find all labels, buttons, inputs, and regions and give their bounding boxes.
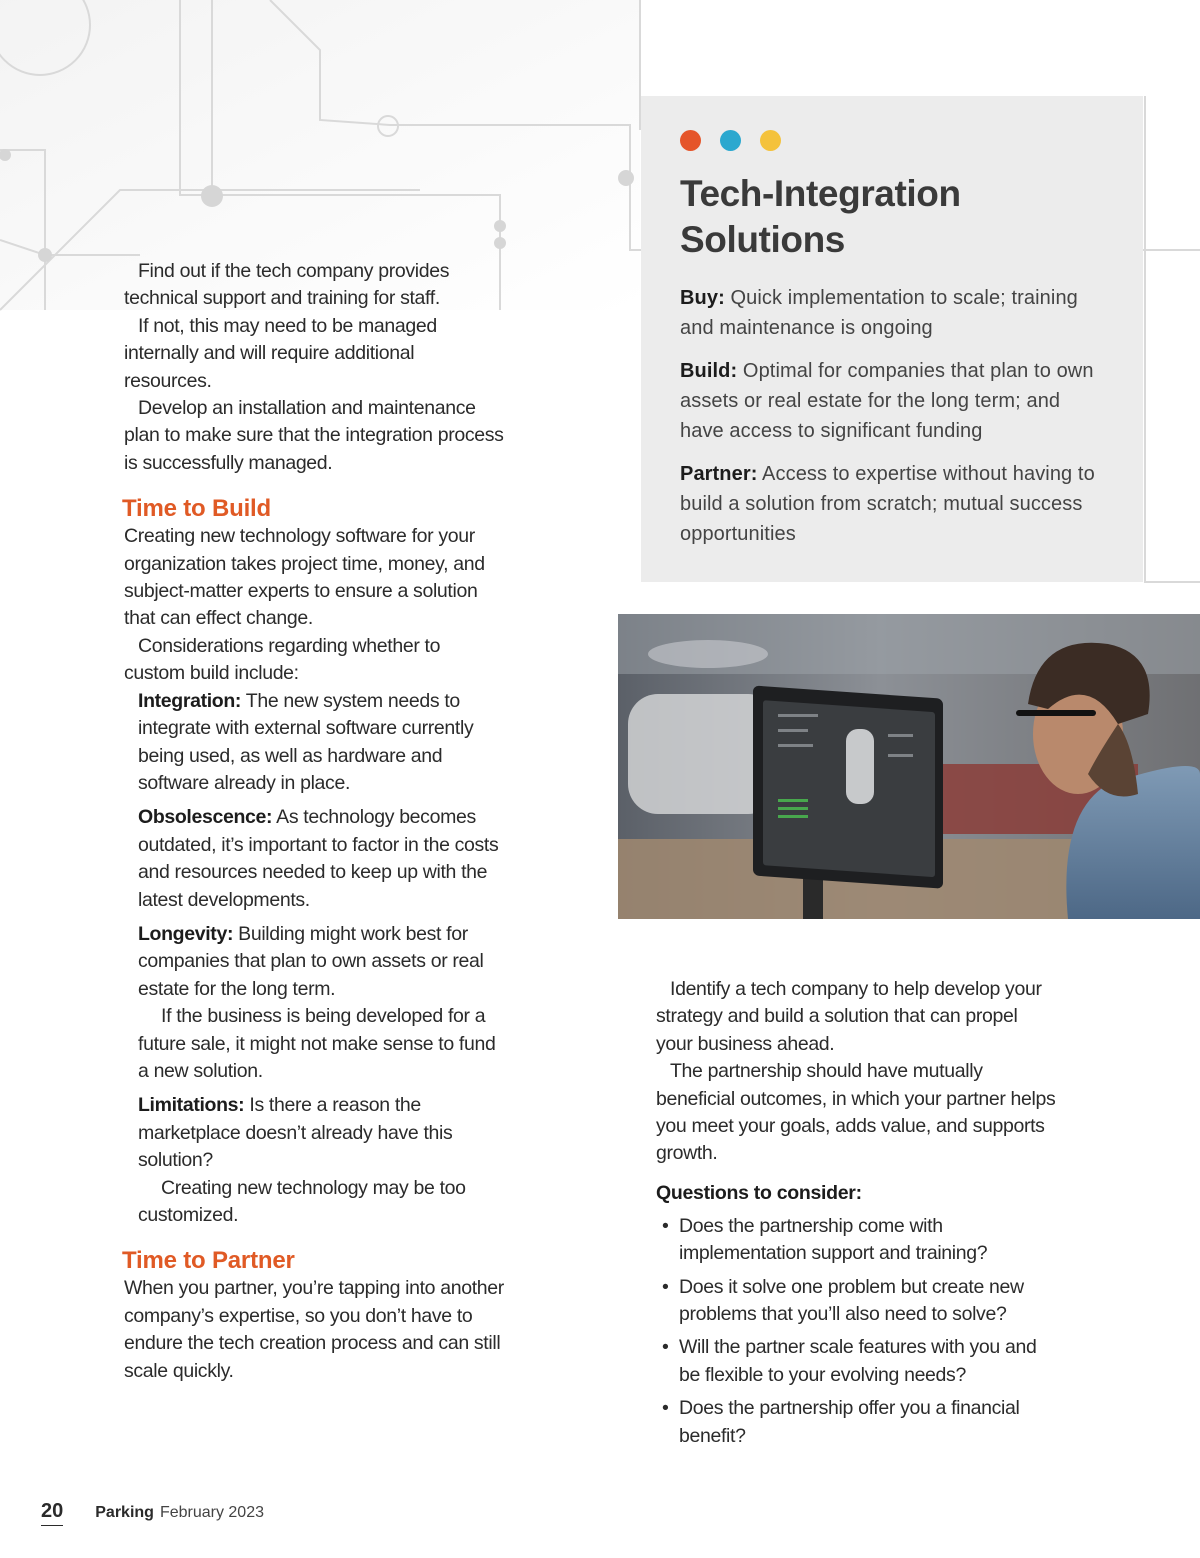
time-to-build-heading: Time to Build [122,495,271,523]
sidebar-item-partner: Partner: Access to expertise without having to build a solution from scratch; mutual success opportunities [680,463,1095,545]
page-number: 20 [41,1500,63,1526]
consideration-text: The new system needs to integrate with external software currently being used, as well as hardware and software already in place. [138,689,474,794]
questions-list [656,1213,1056,1450]
consideration-text: Building might work best for companies that plan to own assets or real estate for the long term. [138,922,484,1000]
orange-dot-icon [680,130,701,151]
blue-dot-icon [720,130,741,151]
time-to-partner-heading: Time to Partner [122,1247,295,1275]
left-column [124,258,504,1385]
build-considerations-intro: Considerations regarding whether to custom build include: [124,634,441,685]
consideration-text: Is there a reason the marketplace doesn’t already have this solution? [138,1094,453,1172]
list-item: • Does the partnership come with implementation support and training? [662,1214,988,1265]
consideration-subtext: If the business is being developed for a future sale, it might not make sense to fund a new solution. [138,1005,496,1082]
publication-name: Parking [95,1504,154,1521]
sidebar-title: Tech-Integration Solutions [680,173,961,260]
tech-integration-sidebar [641,96,1143,582]
consideration-obsolescence [138,804,504,914]
photo-man-at-monitor [618,614,1200,919]
questions-heading: Questions to consider: [656,1181,862,1204]
consideration-limitations [138,1092,504,1229]
list-item: • Will the partner scale features with you and be flexible to your evolving needs? [662,1336,1037,1386]
consideration-label: Longevity: [138,922,234,945]
page-footer [41,1500,264,1526]
right-paragraph: Identify a tech company to help develop your strategy and build a solution that can propel your business ahead. [656,978,1042,1055]
consideration-text: As technology becomes outdated, it’s important to factor in the costs and resources needed to keep up with the latest developments. [138,806,499,911]
right-column [656,976,1056,1456]
right-paragraph: The partnership should have mutually beneficial outcomes, in which your partner helps you meet your goals, adds value, and supports growth. [656,1060,1056,1165]
bullet-icon: • [662,1397,669,1420]
intro-paragraph: Find out if the tech company provides technical support and training for staff. [124,260,450,310]
yellow-dot-icon [760,130,781,151]
build-paragraph: Creating new technology software for your organization takes project time, money, and subject-matter experts to ensure a solution that can effect change. [124,525,485,630]
bullet-icon: • [662,1336,669,1359]
intro-paragraph: Develop an installation and maintenance plan to make sure that the integration process is successfully managed. [124,397,504,474]
issue-date: February 2023 [159,1504,264,1521]
consideration-label: Obsolescence: [138,806,273,829]
consideration-label: Integration: [138,689,242,712]
consideration-label: Limitations: [138,1094,245,1117]
list-item: • Does the partnership offer you a financial benefit? [662,1397,1020,1447]
sidebar-item-build: Build: Optimal for companies that plan to own assets or real estate for the long term; and have access to significant funding [680,360,1094,442]
decorative-dots [680,130,1103,151]
bullet-icon: • [662,1214,669,1237]
consideration-subtext: Creating new technology may be too customized. [138,1176,466,1226]
consideration-longevity [138,921,504,1085]
partner-paragraph: When you partner, you’re tapping into another company’s expertise, so you don’t have to endure the tech creation process and can still scale quickly. [124,1277,504,1382]
bullet-icon: • [662,1275,669,1298]
sidebar-item-buy: Buy: Quick implementation to scale; training and maintenance is ongoing [680,287,1078,339]
consideration-integration [138,688,504,798]
list-item: • Does it solve one problem but create new problems that you’ll also need to solve? [662,1275,1024,1326]
intro-paragraph: If not, this may need to be managed internally and will require additional resources. [124,314,437,392]
